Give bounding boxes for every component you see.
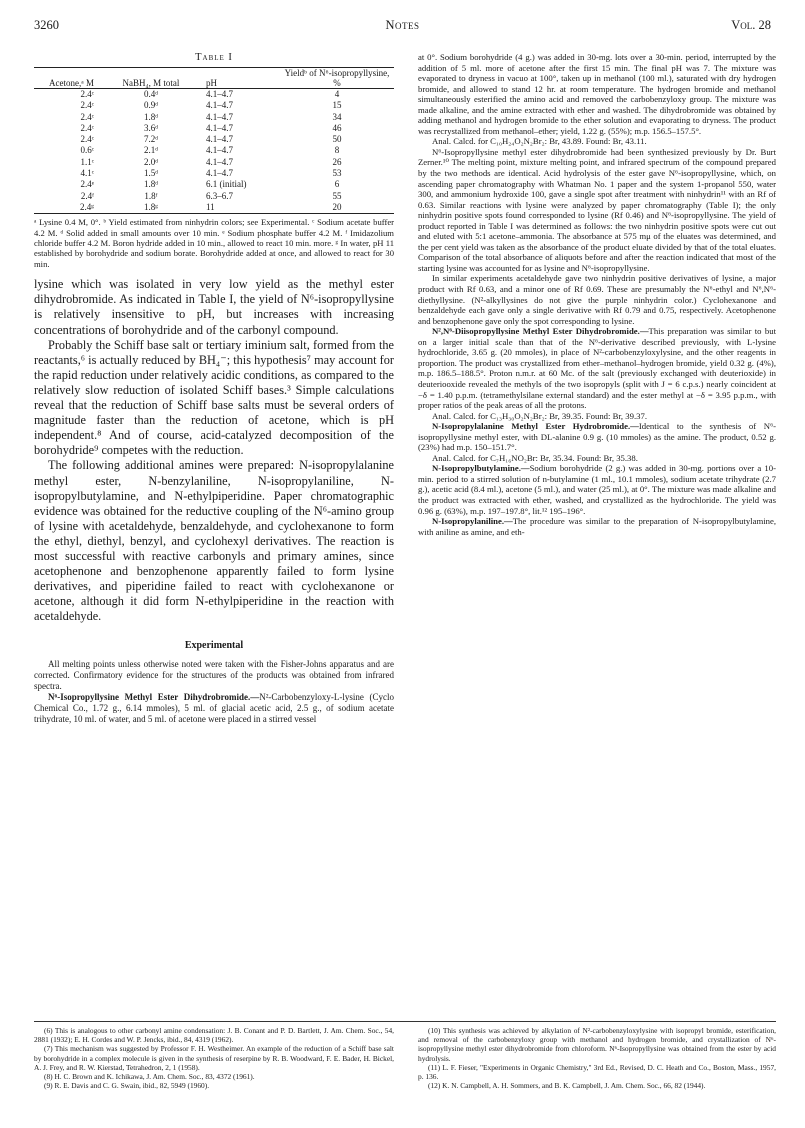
table-cell: 53 xyxy=(332,168,342,179)
table-cell: 2.1ᵈ xyxy=(143,145,159,156)
table-header: pH xyxy=(206,78,217,88)
volume-label: Vol. 28 xyxy=(731,18,771,32)
table-cell: 4.1–4.7 xyxy=(206,111,233,122)
footnote: (7) This mechanism was suggested by Professor F. H. Westheimer. An example of the reduction of a Schiff base salt by borohydride in a complex molecule is given in the synthesis of reserpine by R. B. Woodward, F. E. Bader, H. Bickel, A. J. Frey, and R. W. Kierstad, Tetrahedron, 2, 1 (1958). xyxy=(34,1044,394,1072)
table-row xyxy=(34,89,394,101)
table-cell: 2.4ᶜ xyxy=(80,134,94,145)
left-column xyxy=(34,52,394,725)
paragraph: at 0°. Sodium borohydride (4 g.) was added in 30-mg. lots over a 30-min. period, interrupted by the addition of 5 ml. more of acetone after the first 15 min. The final pH was 7. The mixture was evaporated to dryness in vacuo at 100°, taken up in methanol (100 ml.), saturated with dry hydrogen bromide, and allowed to stand 12 hr. at room temperature. The hydrogen bromide and methanol simultaneously esterified the amino acid and removed the carbobenzyloxy group. The mixture was made alkaline, and the amine extracted with ether and washed. The dihydrobromide was obtained by adding methanol and hydrogen bromide to the ether solution and evaporating to dryness. The product was recrystallized from methanol–ether; yield, 1.22 g. (55%); m.p. 156.5–157.5°. xyxy=(418,52,776,136)
table-cell: 55 xyxy=(332,190,342,201)
table-cell: 1.8ᵈ xyxy=(143,111,159,122)
paragraph: N⁶-Isopropyllysine methyl ester dihydrobromide had been synthesized previously by Dr. Burt Zerner.¹⁰ The melting point, mixture melting point, and infrared spectrum of the compound prepared by the two methods are identical. Acid hydrolysis of the ester gave N⁶-isopropyllysine, which, on ascending paper chromatography with Whatman No. 1 paper and the system 1-propanol 550, water 300, and ammonium hydroxide 100, gave a single spot after treatment with ninhydrin¹¹ with an Rf of 0.63. Similar reactions with lysine were analyzed by paper chromatography (Table I); the only ninhydrin positive spots found corresponded to lysine (Rf 0.46) and N⁶-isopropyllysine. The yield of product reported in Table I was determined as follows: the two ninhydrin positive spots were cut out and eluted with 5:1 acetone–ammonia. The absorbance at 575 mμ of the eluates was determined, and the per cent yield was taken as the absorbance of the product eluate divided by that of the total eluates. Comparison of the total absorbance of aliquots before and after the reaction indicated that most of the starting lysine was accounted for as lysine and N⁶-isopropyllysine. xyxy=(418,146,776,273)
compound-title: N-Isopropylaniline.— xyxy=(432,516,513,527)
table-row xyxy=(34,100,394,111)
table-cell: 2.4ᵉ xyxy=(80,179,94,190)
table-cell: 6 xyxy=(334,179,340,190)
table-cell: 4.1–4.7 xyxy=(206,145,233,156)
data-table xyxy=(34,67,394,214)
table-cell: 0.9ᵈ xyxy=(143,100,159,111)
table-header: Acetone,ᵃ M xyxy=(49,78,94,88)
table-cell: 6.3–6.7 xyxy=(206,190,233,201)
table-cell: 0.4ᵈ xyxy=(143,89,159,99)
footnote: (11) L. F. Fieser, "Experiments in Organic Chemistry," 3rd Ed., Revised, D. C. Heath and Co., Boston, Mass., 1957, p. 136. xyxy=(418,1062,776,1082)
table-cell: 1.8ᵈ xyxy=(143,179,159,190)
table-cell: 1.1ᶜ xyxy=(80,156,94,167)
footnote: (8) H. C. Brown and K. Ichikawa, J. Am. Chem. Soc., 83, 4372 (1961). xyxy=(44,1072,255,1082)
table-header: NaBH₄, M total xyxy=(122,78,180,88)
paragraph: N-Isopropylaniline.—The procedure was similar to the preparation of N-isopropylbutylamine, with aniline as amine, and eth- xyxy=(418,516,776,537)
table-cell: 6.1 (initial) xyxy=(206,179,247,190)
table-body xyxy=(34,89,394,214)
compound-title: N²,N⁶-Diisopropyllysine Methyl Ester Dihydrobromide.— xyxy=(432,326,649,337)
table-cell: 8 xyxy=(334,145,340,156)
section-title: Notes xyxy=(385,18,420,32)
table-row xyxy=(34,134,394,145)
compound-title: N-Isopropylbutylamine.— xyxy=(432,463,530,474)
footnote: (10) This synthesis was achieved by alkylation of N²-carbobenzyloxylysine with isopropyl bromide, esterification, and removal of the carbobenzyloxy group with methanol and hydrogen bromide, and crystallization of N⁶-isopropyllysine methyl ester dihydrobromide from chloroform. N⁶-Isopropyllysine was obtained from the ester by acid hydrolysis. xyxy=(418,1026,776,1063)
experimental-heading: Experimental xyxy=(184,640,244,652)
table-cell: 46 xyxy=(332,122,342,133)
experimental-text xyxy=(34,659,394,725)
footnotes-left xyxy=(34,1026,394,1090)
table-cell: 4.1–4.7 xyxy=(206,168,233,179)
analysis-line: Anal. Calcd. for C₁₃H₃₀O₂N₂Br₂: Br, 39.35. Found: Br, 39.37. xyxy=(432,410,647,421)
table-cell: 26 xyxy=(332,156,342,167)
compound-title: N-Isopropylalanine Methyl Ester Hydrobromide.— xyxy=(432,421,639,432)
table-cell: 1.5ᵈ xyxy=(143,168,159,179)
table-cell: 20 xyxy=(332,201,342,212)
table-cell: 50 xyxy=(332,134,342,145)
paragraph: In similar experiments acetaldehyde gave two ninhydrin positive derivatives of lysine, a major product with Rf 0.63, and a minor one of Rf 0.69. These are presumably the N⁶-ethyl and N⁶,N⁶-diethyllysine. (N²-alkyllysines do not give the purple ninhydrin color.) Cyclohexanone and benzaldehyde each gave only a single derivative with Rf 0.79 and 0.75, respectively. Acetophenone and benzophenone gave only the spot corresponding to lysine. xyxy=(418,273,776,326)
table-footnotes: ᵃ Lysine 0.4 M, 0°. ᵇ Yield estimated from ninhydrin colors; see Experimental. ᶜ Sodium acetate buffer 4.2 M. ᵈ Solid added in small amounts over 10 min. ᵉ Sodium phosphate buffer 4.2 M. ᶠ Imidazolium chloride buffer 4.2 M. Boron hydride added in 10 min., allowed to react 10 min. more. ᵍ In water, pH 11 established by borohydride and sodium borate. Borohydride added at once, and allowed to react for 30 min. xyxy=(34,217,394,269)
footnote: (6) This is analogous to other carbonyl amine condensation: J. B. Conant and P. D. Bartlett, J. Am. Chem. Soc., 54, 2881 (1932); E. H. Cordes and W. P. Jencks, ibid., 84, 4319 (1962). xyxy=(34,1026,394,1045)
table-cell: 1.8ᵍ xyxy=(144,201,158,212)
table-cell: 15 xyxy=(332,100,342,111)
table-row xyxy=(34,179,394,190)
table-cell: 0.6ᶜ xyxy=(80,145,94,156)
table-cell: 34 xyxy=(332,111,342,122)
table-row xyxy=(34,168,394,179)
table-cell: 2.4ᶜ xyxy=(80,100,94,111)
paragraph: The following additional amines were prepared: N-isopropylalanine methyl ester, N-benzylaniline, N-isopropylaniline, N-isopropylbutylamine, and N-ethylpiperidine. Paper chromatographic evidence was obtained for the reductive coupling of the N⁶-amino group of lysine with acetaldehyde, benzaldehyde, and cyclohexanone to form the ethyl, diethyl, benzyl, and cyclohexyl derivatives. The reaction is most successful with reactive carbonyls and primary amines, since acetophenone and benzophenone apparently failed to form lysine derivatives, and piperidine failed to react with cyclohexanone or acetone, although it did form N-ethylpiperidine in the reaction with acetaldehyde. xyxy=(34,458,394,624)
compound-title: N⁶-Isopropyllysine Methyl Ester Dihydrobromide.— xyxy=(48,692,260,703)
table-row xyxy=(34,202,394,214)
paragraph: N²,N⁶-Diisopropyllysine Methyl Ester Dihydrobromide.—This preparation was similar to but on a larger initial scale than that of the N⁶-derivative described previously, with L-lysine hydrochloride, 3.65 g. (20 mmoles), in place of N²-carbobenzyloxylysine, and the other reagents in proportion. The product was crystallized from ether–methanol–hydrogen bromide, yield 0.32 g. (4%), m.p. 186.5–188.5°. Proton n.m.r. at 60 Mc. of the salt (previously exchanged with deuterioxide) in deuteriooxide revealed the methyls of the two isopropyls (split with J = 6 c.p.s.) nearly coincident at −δ = 1.40 p.p.m. (tetramethylsilane external standard) and the ester methyl at −δ = 3.95 p.p.m., with proper ratios of the peak areas of all the protons. xyxy=(418,326,776,411)
table-cell: 2.0ᵈ xyxy=(143,156,159,167)
table-cell: 4.1ᶜ xyxy=(80,168,94,179)
discussion-text xyxy=(34,277,394,624)
table-cell: 2.4ᶜ xyxy=(80,111,94,122)
footnote: (12) K. N. Campbell, A. H. Sommers, and B. K. Campbell, J. Am. Chem. Soc., 66, 82 (1944). xyxy=(428,1081,706,1091)
table-cell: 11 xyxy=(206,201,215,212)
table-header: Yieldᵇ of N⁶-isopropyllysine, % xyxy=(284,68,390,88)
table-cell: 4.1–4.7 xyxy=(206,134,233,145)
table-cell: 3.6ᵈ xyxy=(143,122,159,133)
paragraph: lysine which was isolated in very low yield as the methyl ester dihydrobromide. As indicated in Table I, the yield of N⁶-isopropyllysine is relatively insensitive to pH, but increases with increasing concentrations of borohydride and of the carbonyl compound. xyxy=(34,277,394,337)
page-number: 3260 xyxy=(34,18,59,32)
paragraph: N-Isopropylbutylamine.—Sodium borohydride (2 g.) was added in 30-mg. portions over a 10-min. period to a stirred solution of n-butylamine (1 ml., 10.1 mmoles), sodium acetate trihydrate (2.7 g.), acetic acid (8.4 ml.), acetone (5 ml.), and water (25 ml.), at 0°. The mixture was made alkaline and the product was extracted with ether, washed, and crystallized as the hydrochloride. The yield was 0.96 g. (63%), m.p. 197–197.8°, lit.¹² 195–196°. xyxy=(418,463,776,516)
table-cell: 2.4ᶜ xyxy=(80,89,94,99)
right-column xyxy=(418,52,776,537)
running-header xyxy=(34,18,771,34)
analysis-line: Anal. Calcd. for C₁₀H₂₄O₂N₂Br₂: Br, 43.89. Found: Br, 43.11. xyxy=(432,136,647,147)
footnote: (9) R. E. Davis and C. G. Swain, ibid., 82, 5949 (1960). xyxy=(44,1081,210,1091)
analysis-line: Anal. Calcd. for C₇H₁₆NO₂Br: Br, 35.34. Found: Br, 35.38. xyxy=(432,452,638,463)
table-cell: 4.1–4.7 xyxy=(206,100,233,111)
table-cell: 4.1–4.7 xyxy=(206,122,233,133)
table-cell: 4 xyxy=(334,89,340,99)
table-cell: 7.2ᵈ xyxy=(143,134,159,145)
table-cell: 1.8ᶠ xyxy=(144,190,158,201)
table-cell: 2.4ᶜ xyxy=(80,122,94,133)
footnotes-right xyxy=(418,1026,776,1090)
footnote-divider xyxy=(34,1021,776,1022)
table-row xyxy=(34,191,394,202)
table-cell: 4.1–4.7 xyxy=(206,156,233,167)
table-caption: Table I xyxy=(195,52,233,63)
paragraph: All melting points unless otherwise noted were taken with the Fisher-Johns apparatus and are corrected. Confirmatory evidence for the structures of the products was obtained from infrared spectra. xyxy=(34,659,394,692)
table-row xyxy=(34,112,394,123)
paragraph: N-Isopropylalanine Methyl Ester Hydrobromide.—Identical to the synthesis of N⁶-isopropyllysine methyl ester, with DL-alanine 0.9 g. (10 mmoles) as the amine. The product, 0.52 g. (23%) had m.p. 150–151.7°. xyxy=(418,421,776,453)
table-row xyxy=(34,145,394,156)
table-cell: 4.1–4.7 xyxy=(206,89,233,99)
table-cell: 2.4ᶠ xyxy=(80,190,94,201)
paragraph: N⁶-Isopropyllysine Methyl Ester Dihydrobromide.—N²-Carbobenzyloxy-L-lysine (Cyclo Chemical Co., 1.72 g., 6.14 mmoles), 5 ml. of glacial acetic acid, 2.5 g., of sodium acetate trihydrate, 10 ml. of water, and 5 ml. of acetone were placed in a stirred vessel xyxy=(34,692,394,725)
paragraph: Probably the Schiff base salt or tertiary iminium salt, formed from the reactants,⁶ is actually reduced by BH₄⁻; this hypothesis⁷ may account for the rapid reduction under relatively acidic conditions, as compared to the relatively slow reduction of isolated Schiff bases.³ Simple calculations reveal that the reduction of Schiff base salts must be several orders of magnitude faster than the reduction of acetone, which is pH independent.⁸ And of course, acid-catalyzed decomposition of the borohydride⁹ competes with the reduction. xyxy=(34,337,394,458)
table-cell: 2.4ᵍ xyxy=(80,201,94,212)
table-row xyxy=(34,123,394,134)
table-row xyxy=(34,157,394,168)
